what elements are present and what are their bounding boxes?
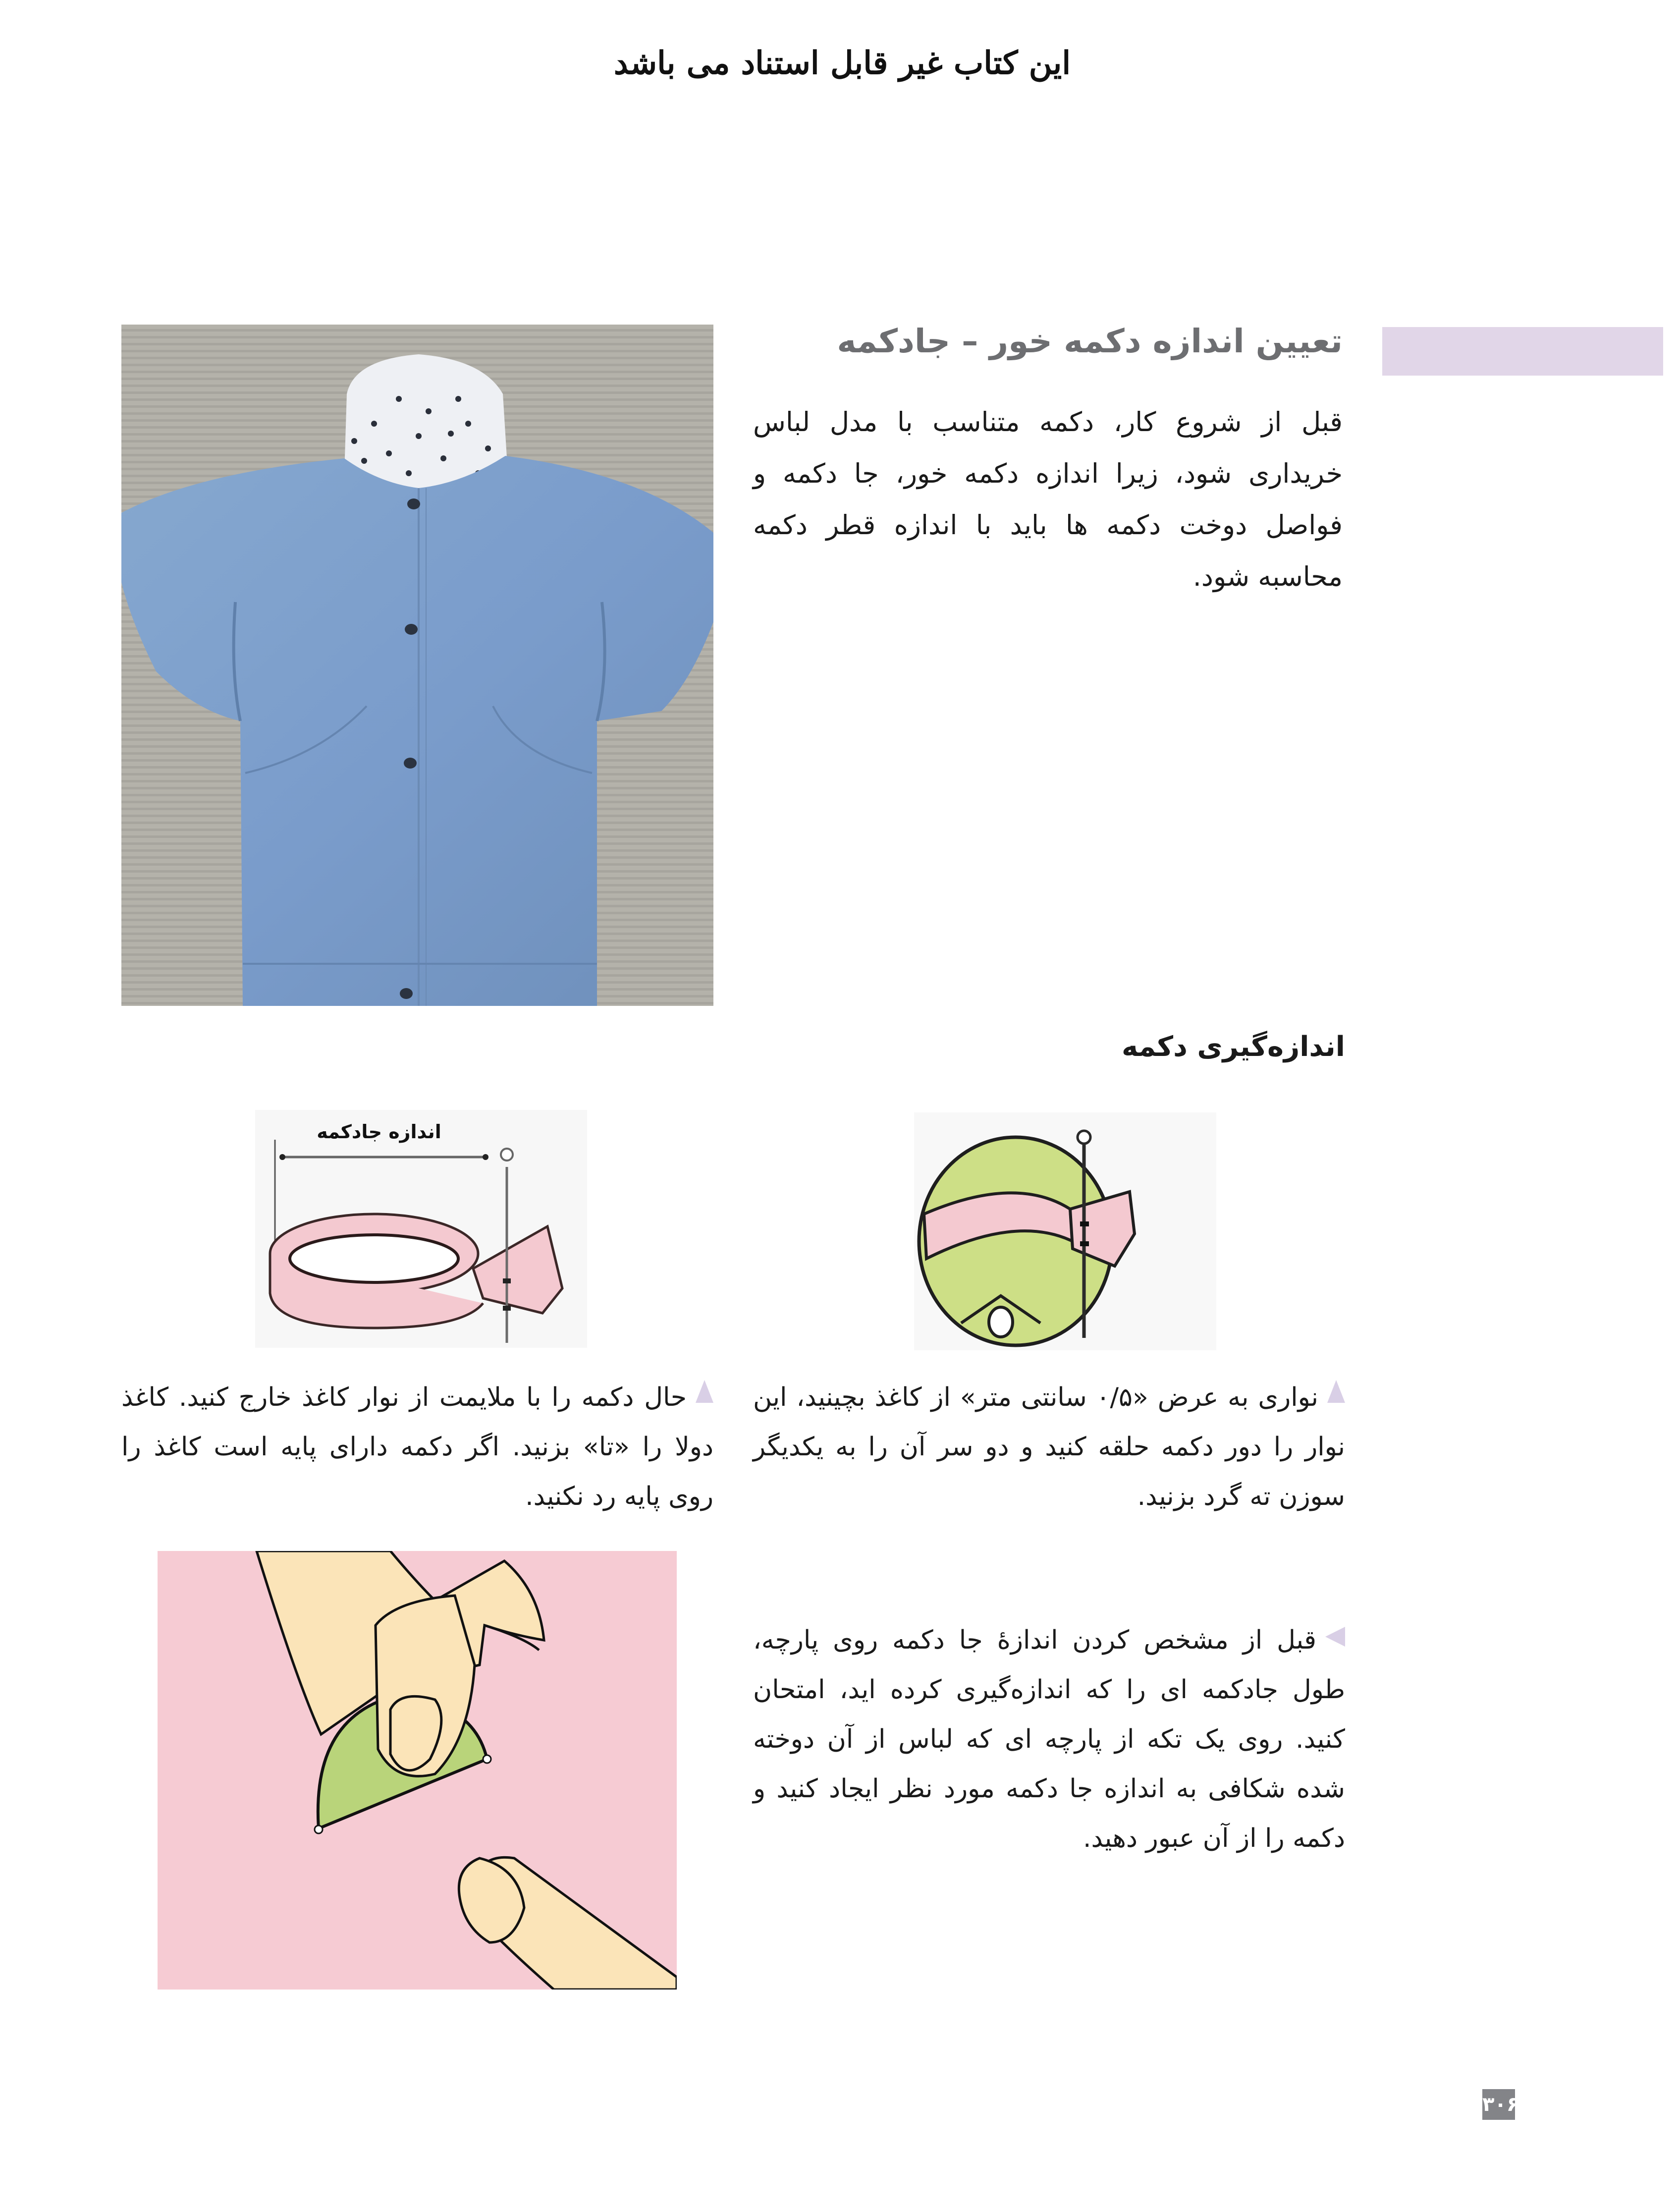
triangle-bullet-icon (696, 1380, 713, 1403)
subsection-title: اندازه‌گیری دکمه (1122, 1031, 1345, 1063)
page-number: ۳۰۶ (1482, 2089, 1515, 2120)
shirt-photo (121, 325, 713, 1006)
paper-ring-figure (255, 1110, 587, 1348)
shirt-illustration (121, 325, 713, 1006)
ring-measure-label: اندازه جادکمه (317, 1121, 441, 1143)
hands-button-figure (158, 1551, 677, 1990)
triangle-bullet-icon (1327, 1380, 1345, 1403)
section-title: تعیین اندازه دکمه خور – جادکمه (837, 322, 1343, 360)
step-test-buttonhole: قبل از مشخص کردن اندازهٔ جا دکمه روی پارچه، طول جادکمه ای را که اندازه‌گیری کرده اید، امتحان کنید. روی یک تکه از پارچه ای که لباس از آن دوخته شده شکافی به اندازه جا دکمه مورد نظر ایجاد کنید و دکمه را از آن عبور دهید. (753, 1625, 1345, 1853)
step-wrap-strip: نواری به عرض «۰/۵ سانتی متر» از کاغذ بچینید، این نوار را دور دکمه حلقه کنید و دو سر آن را به یکدیگر سوزن ته گرد بزنید. (753, 1373, 1345, 1521)
intro-paragraph: قبل از شروع کار، دکمه متناسب با مدل لباس خریداری شود، زیرا اندازه دکمه خور، جا دکمه و فواصل دوخت دکمه ها باید با اندازه قطر دکمه محاسبه شود. (753, 406, 1343, 592)
triangle-bullet-icon (1325, 1627, 1345, 1647)
button-wrap-figure (902, 1100, 1229, 1358)
section-accent-bar (1382, 327, 1663, 376)
step-remove-button: حال دکمه را با ملایمت از نوار کاغذ خارج کنید. کاغذ دولا را «تا» بزنید. اگر دکمه دارای پایه است کاغذ را روی پایه رد نکنید. (121, 1373, 713, 1521)
watermark-notice: این کتاب غیر قابل استناد می باشد (613, 45, 1071, 82)
